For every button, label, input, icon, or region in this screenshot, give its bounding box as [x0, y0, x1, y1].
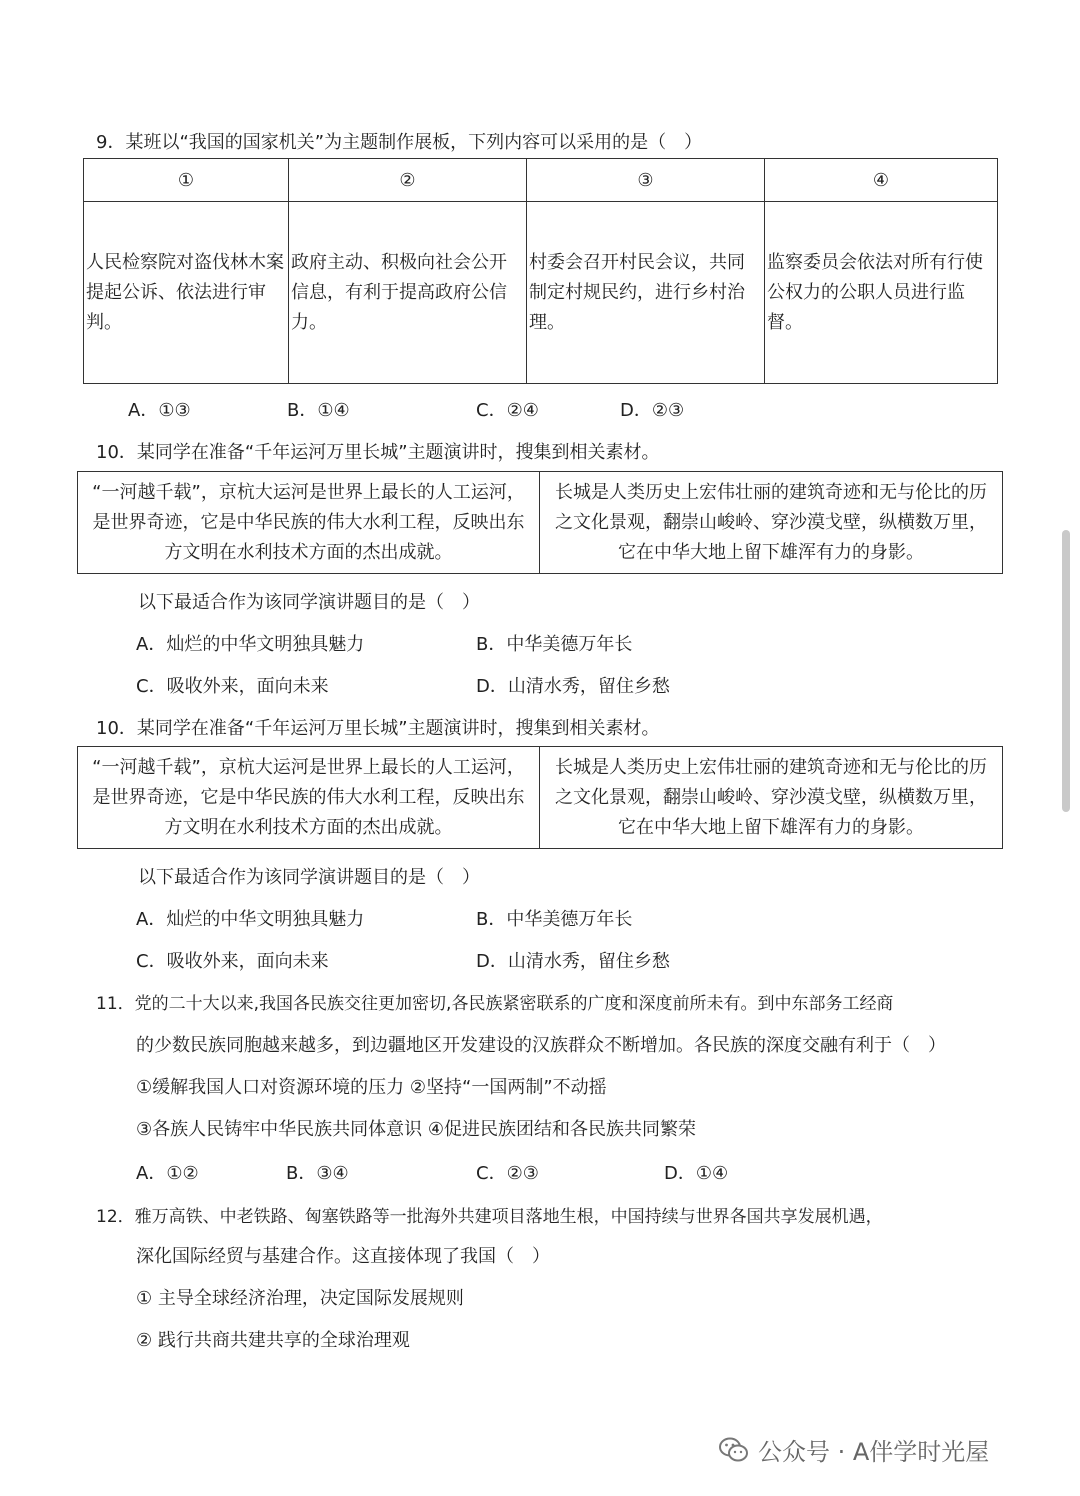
q9-option-c: C．②④	[476, 400, 539, 421]
q10a-left-cell: “一河越千载”，京杭大运河是世界上最长的人工运河，是世界奇迹，它是中华民族的伟大水利工程，反映出东方文明在水利技术方面的杰出成就。	[78, 472, 540, 574]
q10b-left-cell: “一河越千载”，京杭大运河是世界上最长的人工运河，是世界奇迹，它是中华民族的伟大水利工程，反映出东方文明在水利技术方面的杰出成就。	[78, 747, 540, 849]
watermark-text: 公众号 · A伴学时光屋	[758, 1438, 990, 1466]
q10a-option-d: D．山清水秀，留住乡愁	[476, 676, 670, 697]
q10b-table	[77, 746, 1003, 849]
q9-header-3: ③	[527, 159, 765, 202]
q9-option-d: D．②③	[620, 400, 685, 421]
q9-stem: 9．某班以“我国的国家机关”为主题制作展板，下列内容可以采用的是（ ）	[96, 132, 703, 153]
q11-option-c: C．②③	[476, 1163, 539, 1184]
q9-option-a: A．①③	[128, 400, 191, 421]
q11-line-4: ③各族人民铸牢中华民族共同体意识 ④促进民族团结和各民族共同繁荣	[136, 1119, 696, 1140]
q12-line-1: 12．雅万高铁、中老铁路、匈塞铁路等一批海外共建项目落地生根，中国持续与世界各国共享发展机遇，	[96, 1207, 883, 1227]
q9-cell-4: 监察委员会依法对所有行使公权力的公职人员进行监督。	[765, 202, 998, 384]
q10b-stem: 10．某同学在准备“千年运河万里长城”主题演讲时，搜集到相关素材。	[96, 718, 660, 739]
q11-option-b: B．③④	[286, 1163, 349, 1184]
q9-header-1: ①	[84, 159, 289, 202]
q11-line-1: 11．党的二十大以来,我国各民族交往更加密切,各民族紧密联系的广度和深度前所未有。到中东部务工经商	[96, 994, 894, 1014]
q10a-stem: 10．某同学在准备“千年运河万里长城”主题演讲时，搜集到相关素材。	[96, 442, 660, 463]
q10a-option-c: C．吸收外来，面向未来	[136, 676, 329, 697]
q10b-option-c: C．吸收外来，面向未来	[136, 951, 329, 972]
q12-line-2: 深化国际经贸与基建合作。这直接体现了我国（ ）	[136, 1246, 550, 1267]
q10a-right-cell: 长城是人类历史上宏伟壮丽的建筑奇迹和无与伦比的历之文化景观，翻崇山峻岭、穿沙漠戈壁，纵横数万里，它在中华大地上留下雄浑有力的身影。	[540, 472, 1003, 574]
q10b-option-b: B．中华美德万年长	[476, 909, 633, 930]
q9-cell-1: 人民检察院对盗伐林木案提起公诉、依法进行审判。	[84, 202, 289, 384]
q9-cell-3: 村委会召开村民会议，共同制定村规民约，进行乡村治理。	[527, 202, 765, 384]
q9-table	[83, 158, 998, 384]
watermark	[718, 1432, 989, 1467]
q10b-option-a: A．灿烂的中华文明独具魅力	[136, 909, 365, 930]
q9-option-b: B．①④	[287, 400, 350, 421]
q10a-question: 以下最适合作为该同学演讲题目的是（ ）	[138, 592, 480, 613]
q12-item-2: ② 践行共商共建共享的全球治理观	[136, 1330, 410, 1351]
q10a-table	[77, 471, 1003, 574]
q12-item-1: ① 主导全球经济治理，决定国际发展规则	[136, 1288, 464, 1309]
wechat-icon	[718, 1434, 750, 1466]
q10b-right-cell: 长城是人类历史上宏伟壮丽的建筑奇迹和无与伦比的历之文化景观，翻崇山峻岭、穿沙漠戈壁，纵横数万里，它在中华大地上留下雄浑有力的身影。	[540, 747, 1003, 849]
q11-line-2: 的少数民族同胞越来越多，到边疆地区开发建设的汉族群众不断增加。各民族的深度交融有利于（ ）	[136, 1035, 946, 1056]
q11-option-a: A．①②	[136, 1163, 199, 1184]
q9-header-2: ②	[289, 159, 527, 202]
q10a-option-b: B．中华美德万年长	[476, 634, 633, 655]
q10a-option-a: A．灿烂的中华文明独具魅力	[136, 634, 365, 655]
q9-header-4: ④	[765, 159, 998, 202]
q9-cell-2: 政府主动、积极向社会公开信息，有利于提高政府公信力。	[289, 202, 527, 384]
vertical-scrollbar[interactable]	[1062, 530, 1070, 812]
q10b-question: 以下最适合作为该同学演讲题目的是（ ）	[138, 867, 480, 888]
q10b-option-d: D．山清水秀，留住乡愁	[476, 951, 670, 972]
q11-option-d: D．①④	[664, 1163, 729, 1184]
q11-line-3: ①缓解我国人口对资源环境的压力 ②坚持“一国两制”不动摇	[136, 1077, 607, 1098]
